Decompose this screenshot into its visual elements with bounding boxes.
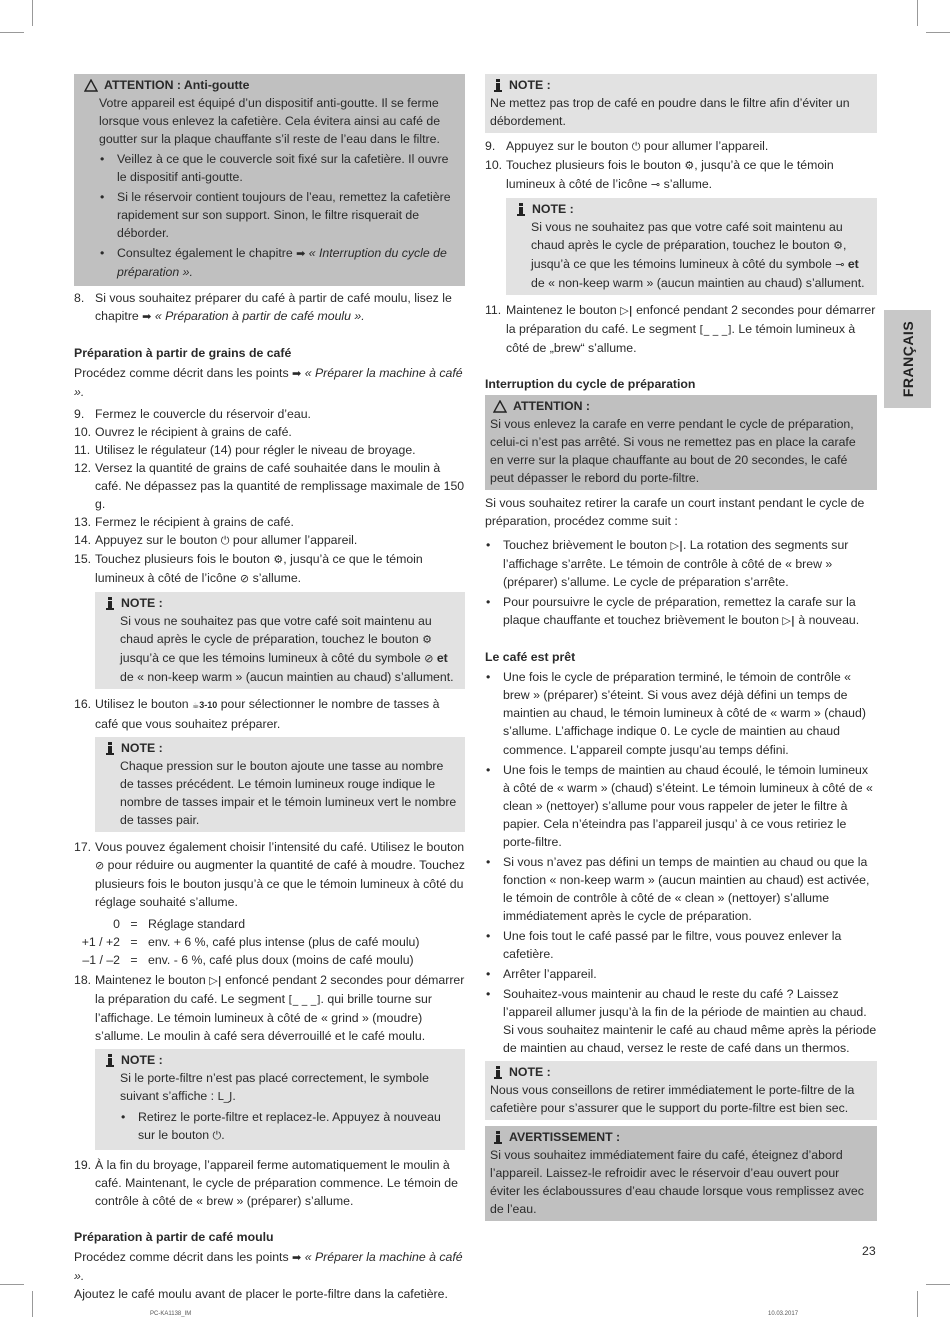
step-text: Appuyez sur le bouton [95, 533, 218, 547]
step-text: enfoncé pendant 2 secondes pour démarrer la préparation du café. Le segment [95, 973, 465, 1006]
ready-heading: Le café est prêt [485, 650, 576, 664]
interruption-bullet [503, 536, 877, 591]
ground-coffee-icon: ⊘ [239, 572, 250, 585]
step-text: Si vous souhaitez préparer du café à partir de café moulu, lisez le chapitre [95, 291, 452, 323]
info-icon [105, 597, 115, 610]
note-heading [493, 76, 870, 94]
step-text: Touchez plusieurs fois le bouton [95, 552, 270, 566]
chapter-link[interactable]: « Préparer la machine à café ». [74, 1250, 463, 1283]
step-number: 19. [74, 1158, 92, 1172]
step-number: 11. [74, 443, 91, 457]
crop-mark [917, 0, 918, 26]
intro-text: Procédez comme décrit dans les points [74, 366, 289, 380]
bullet-text: Retirez le porte-filtre et replacez-le. Appuyez à nouveau sur le bouton [138, 1110, 441, 1142]
ground-coffee-icon: ⊘ [424, 652, 434, 665]
step-text: s’allume. [663, 177, 713, 191]
segment-symbol: [_ _ _] [288, 993, 321, 1006]
step-9 [74, 405, 465, 423]
intensity-eq: = [130, 953, 138, 967]
attention-text: Votre appareil est équipé d’un dispositif anti-goutte. Il se ferme lorsque vous enlevez la cafetière. Cela évitera ainsi au café de goutter sur la plaque chauffante s’il reste de l’eau dans le filtre. [99, 96, 441, 146]
ground-heading: Préparation à partir de café moulu [74, 1230, 274, 1244]
arrow-right-icon: ➡ [142, 311, 152, 323]
note-title: NOTE : [121, 596, 163, 610]
power-icon: ⏻ [212, 1129, 222, 1142]
arrow-right-icon: ➡ [292, 1252, 302, 1264]
step-text: Fermez le couvercle du réservoir d’eau. [95, 407, 311, 421]
crop-mark [926, 32, 950, 33]
step-17 [74, 838, 465, 911]
crop-mark [926, 1284, 950, 1285]
note-text-part: de « non-keep warm » (aucun maintien au chaud) s’allument. [120, 670, 454, 684]
step-16 [74, 695, 465, 733]
step-text: Touchez plusieurs fois le bouton [506, 158, 681, 172]
chapter-link[interactable]: « Préparer la machine à café ». [74, 366, 463, 399]
step-15 [74, 550, 465, 588]
right-steps [485, 137, 877, 194]
start-stop-icon: ▷| [620, 304, 633, 317]
ground-text: Ajoutez le café moulu avant de placer le porte-filtre dans la cafetière. [74, 1287, 448, 1301]
note-box [95, 592, 465, 689]
note-text [531, 218, 870, 292]
attention-title: ATTENTION : [513, 399, 590, 413]
step-number: 11. [485, 303, 502, 317]
note-heading [105, 594, 458, 612]
note-title: NOTE : [509, 78, 551, 92]
intensity-key: –1 / –2 [82, 953, 120, 967]
info-icon [493, 79, 503, 92]
note-text [120, 612, 458, 686]
right-column [485, 74, 877, 1223]
note-box [506, 198, 877, 295]
left-column [74, 74, 465, 1303]
intensity-value: env. + 6 %, café plus intense (plus de café moulu) [148, 935, 420, 949]
info-icon [105, 1054, 115, 1067]
bullet-text: . La rotation des segments sur l’affichage s’arrête. Le témoin de contrôle à côté de « brew » (préparer) s’allume. Le cycle de préparation s’arrête. [503, 538, 849, 589]
beans-heading: Préparation à partir de grains de café [74, 346, 292, 360]
warning-box [485, 1126, 877, 1221]
step-text: Vous pouvez également choisir l’intensité du café. Utilisez le bouton [95, 840, 465, 854]
note-box [485, 74, 877, 133]
step-text: . qui brille tourne sur l’affichage. Le témoin lumineux à côté de « grind » (moudre) s’allume. Le moulin à café sera déverrouillé et le café moulu. [95, 992, 432, 1043]
note-text-part: jusqu’à ce que les témoins lumineux à côté du symbole [120, 651, 421, 665]
step-number: 18. [74, 973, 92, 987]
note-heading [493, 1063, 870, 1081]
ground-intro [74, 1248, 465, 1285]
step-text: . Le témoin lumineux à côté de „brew“ s’allume. [506, 322, 856, 355]
step-number: 9. [485, 139, 496, 153]
step-text: pour allumer l’appareil. [643, 139, 769, 153]
crop-mark [32, 1291, 33, 1317]
bullet-text: Pour poursuivre le cycle de préparation, remettez la carafe sur la plaque chauffante et touchez brièvement le bouton [503, 595, 856, 627]
step-number: 16. [74, 697, 92, 711]
step-text: pour allumer l’appareil. [232, 533, 358, 547]
bullet-text: Touchez brièvement le bouton [503, 538, 668, 552]
page-number: 23 [862, 1244, 876, 1258]
crop-mark [32, 0, 33, 26]
no-keep-warm-icon: ⊸ [835, 258, 845, 271]
intensity-value: env. - 6 %, café plus doux (moins de café moulu) [148, 953, 414, 967]
step-text: Maintenez le bouton [95, 973, 206, 987]
note-text-part: , jusqu’à ce que les témoins lumineux à côté du symbole [531, 238, 847, 271]
interruption-bullet [503, 593, 877, 630]
step-10 [74, 423, 465, 441]
intensity-row [74, 933, 465, 951]
step-number: 15. [74, 552, 92, 566]
ready-bullet: • Une fois tout le café passé par le filtre, vous pouvez enlever la cafetière. [503, 927, 877, 963]
step-12 [74, 459, 465, 513]
step-text: , jusqu’à ce que le témoin lumineux à côté de l’icône [95, 552, 423, 585]
step-text: Versez la quantité de grains de café souhaitée dans le moulin à café. Ne dépassez pas la quantité de remplissage maximale de 150 g. [95, 461, 465, 511]
attention-bullet [117, 244, 458, 281]
step-number: 8. [74, 291, 85, 305]
step-text: Maintenez le bouton [506, 303, 617, 317]
note-text-part: Si le porte-filtre n’est pas placé correctement, le symbole suivant s’affiche : [120, 1071, 429, 1103]
attention-heading [493, 397, 870, 415]
attention-title: ATTENTION : Anti-goutte [104, 78, 250, 92]
note-text-part: de « non-keep warm » (aucun maintien au chaud) s’allument. [531, 276, 865, 290]
intensity-value: Réglage standard [148, 917, 246, 931]
step-text: Utilisez le bouton [95, 697, 189, 711]
crop-mark [917, 1291, 918, 1317]
note-text-part: et [847, 257, 859, 271]
cups-symbol: 3-10 [199, 700, 218, 710]
step-19 [74, 1156, 465, 1210]
bullet-text: . Le cycle de maintien au chaud commence. L’appareil compte jusqu’au temps défini. [503, 724, 840, 757]
chapter-link[interactable]: « Interruption du cycle de préparation ». [117, 246, 447, 279]
power-icon: ⏻ [631, 140, 641, 153]
intensity-row [74, 915, 465, 933]
grind-icon: ⚙ [422, 633, 433, 646]
note-text-part: et [436, 651, 448, 665]
chapter-link[interactable]: « Préparation à partir de café moulu ». [154, 309, 365, 323]
ready-bullet: • Arrêter l’appareil. [503, 965, 877, 983]
step-11 [74, 441, 465, 459]
intensity-row [74, 951, 465, 969]
attention-box [485, 395, 877, 490]
attention-text: Si vous enlevez la carafe en verre pendant le cycle de préparation, celui-ci n’est pas arrêté. Si vous ne remettez pas en place la carafe en verre sur la plaque chauffante au bout de 20 secondes, le café peut dépasser le rebord du porte-filtre. [490, 417, 856, 485]
filter-symbol: L_J [217, 1090, 233, 1103]
note-bullet: • Retirez le porte-filtre et replacez-le. Appuyez à nouveau sur le bouton ⏻. [138, 1108, 458, 1145]
interruption-heading: Interruption du cycle de préparation [485, 377, 696, 391]
step-9 [485, 137, 877, 156]
note-text-part: Si vous ne souhaitez pas que votre café soit maintenu au chaud après le cycle de préparation, touchez le bouton [531, 220, 843, 252]
bullet-text: à nouveau. [798, 613, 860, 627]
info-icon [493, 1066, 503, 1079]
no-keep-warm-icon: ⊸ [650, 178, 661, 191]
step-text: , jusqu’à ce que le témoin lumineux à côté de l’icône [506, 158, 834, 191]
note-text-part: Si vous ne souhaitez pas que votre café soit maintenu au chaud après le cycle de préparation, touchez le bouton [120, 614, 432, 646]
note-heading [105, 739, 458, 757]
intensity-key: 0 [113, 917, 120, 931]
beans-steps [74, 405, 465, 588]
power-icon: ⏻ [220, 534, 230, 547]
start-stop-icon: ▷| [209, 974, 222, 987]
step-18 [74, 971, 465, 1045]
warning-triangle-icon [493, 400, 507, 413]
step-text: Fermez le récipient à grains de café. [95, 515, 294, 529]
language-tab [884, 310, 931, 408]
attention-heading [84, 76, 458, 94]
step-text: s’allume. [252, 571, 302, 585]
cup-icon: ☕ [192, 701, 200, 710]
intensity-key: +1 / +2 [81, 935, 120, 949]
language-label: FRANÇAIS [899, 320, 916, 398]
note-title: NOTE : [121, 1053, 163, 1067]
step-text: pour sélectionner le nombre de tasses à café que vous souhaitez préparer. [95, 697, 440, 731]
note-heading [105, 1051, 458, 1069]
crop-mark [0, 32, 24, 33]
step-13 [74, 513, 465, 531]
info-icon [493, 1131, 503, 1144]
note-title: NOTE : [121, 741, 163, 755]
step-text: Ouvrez le récipient à grains de café. [95, 425, 292, 439]
warning-title: AVERTISSEMENT : [509, 1130, 621, 1144]
note-text: Chaque pression sur le bouton ajoute une tasse au nombre de tasses précédent. Le témoin lumineux rouge indique le nombre de tasses impair et le témoin lumineux vert le nombre de tasses pair. [120, 759, 457, 827]
start-stop-icon: ▷| [670, 539, 683, 552]
attention-antidrip-box [74, 74, 465, 286]
ground-coffee-icon: ⊘ [95, 859, 105, 872]
note-text: Si le porte-filtre n’est pas placé correctement, le symbole suivant s’affiche : L_J. [120, 1069, 458, 1106]
step-number: 17. [74, 840, 92, 854]
grind-icon: ⚙ [273, 553, 284, 566]
step-number: 14. [74, 533, 92, 547]
bullet-text: Consultez également le chapitre [117, 246, 293, 260]
beans-intro [74, 364, 465, 401]
note-box [485, 1061, 877, 1120]
intro-text: Procédez comme décrit dans les points [74, 1250, 289, 1264]
step-text: Utilisez le régulateur (14) pour régler le niveau de broyage. [95, 443, 416, 457]
note-text: Nous vous conseillons de retirer immédiatement le porte-filtre de la cafetière pour s’assurer que le support du porte-filtre est bien sec. [490, 1083, 855, 1115]
crop-mark [0, 1284, 24, 1285]
note-title: NOTE : [509, 1065, 551, 1079]
info-icon [516, 203, 526, 216]
note-title: NOTE : [532, 202, 574, 216]
warning-heading [493, 1128, 870, 1146]
grind-icon: ⚙ [833, 239, 844, 252]
note-heading [516, 200, 870, 218]
interruption-intro: Si vous souhaitez retirer la carafe un court instant pendant le cycle de préparation, procédez comme suit : [485, 496, 865, 528]
intensity-eq: = [130, 917, 138, 931]
footer-doc-id: PC-KA1138_IM [150, 1311, 192, 1317]
warning-text: Si vous souhaitez immédiatement faire du café, éteignez d’abord l’appareil. Laissez-le refroidir avec le réservoir d’eau ouvert pour éviter les éclaboussures d’eau chaude lorsque vous remplissez avec de l’eau. [490, 1148, 864, 1216]
step-number: 9. [74, 407, 85, 421]
segment-symbol: [_ _ _] [699, 323, 732, 336]
step-text: pour réduire ou augmenter la quantité de café à moudre. Touchez plusieurs fois le bouton jusqu’à ce que le témoin lumineux à côté du réglage souhaité s’allume. [95, 858, 465, 909]
note-box [95, 737, 465, 832]
step-text: Appuyez sur le bouton [506, 139, 629, 153]
arrow-right-icon: ➡ [296, 248, 306, 260]
step-8 [74, 289, 465, 326]
step-text: enfoncé pendant 2 secondes pour démarrer la préparation du café. Le segment [506, 303, 876, 336]
intensity-eq: = [130, 935, 138, 949]
ready-bullet [503, 668, 877, 759]
step-number: 10. [74, 425, 92, 439]
arrow-right-icon: ➡ [292, 368, 302, 380]
attention-bullet: • Si le réservoir contient toujours de l’eau, remettez la cafetière rapidement sur son support. Sinon, le filtre risquerait de déborder. [117, 188, 458, 242]
interruption-list [485, 536, 877, 630]
step-14 [74, 531, 465, 550]
footer-date: 10.03.2017 [768, 1311, 799, 1317]
ready-list [485, 668, 877, 1057]
step-10 [485, 156, 877, 194]
warning-triangle-icon [84, 79, 98, 92]
step-11 [485, 301, 877, 357]
ready-bullet: • Si vous n’avez pas défini un temps de maintien au chaud ou que la fonction « non-keep warm » (aucun maintien au chaud) est activée, le témoin de contrôle à côté de « clean » (nettoyer) s’allume immédiatement après le cycle de préparation. [503, 853, 877, 925]
start-stop-icon: ▷| [782, 614, 795, 627]
note-text: Ne mettez pas trop de café en poudre dans le filtre afin d’éviter un débordement. [490, 96, 850, 128]
bullet-text: Une fois le cycle de préparation terminé, le témoin de contrôle « brew » (préparer) s’éteint. Si vous avez déjà défini un temps de maintien au chaud, le témoin lumineux à côté de « warm » (chaud) s’allume. L’affichage indique [503, 670, 866, 738]
ready-bullet: • Une fois le temps de maintien au chaud écoulé, le témoin lumineux à côté de « warm » (chaud) s’éteint. Le témoin lumineux à côté de « clean » (nettoyer) s’allume pour vous rappeler de jeter le filtre à papier. Cela n’éteindra pas l’appareil jusqu’ à ce vous retiriez le porte-filtre. [503, 761, 877, 851]
ready-bullet: • Souhaitez-vous maintenir au chaud le reste du café ? Laissez l’appareil allumer jusqu’à la fin de la période de maintien au chaud. Si vous souhaitez maintenir le café au chaud même après la période de maintien au chaud, versez le reste de café dans un thermos. [503, 985, 877, 1057]
step-number: 10. [485, 158, 503, 172]
step-text: À la fin du broyage, l’appareil ferme automatiquement le moulin à café. Maintenant, le cycle de préparation commence. Le témoin de contrôle à côté de « brew » (préparer) s’allume. [95, 1158, 458, 1208]
grind-icon: ⚙ [684, 159, 695, 172]
info-icon [105, 742, 115, 755]
intensity-table [74, 915, 465, 969]
step-number: 13. [74, 515, 92, 529]
warm-display-symbol: 0 [660, 725, 668, 738]
note-box [95, 1049, 465, 1150]
attention-bullet: • Veillez à ce que le couvercle soit fixé sur la cafetière. Il ouvre le dispositif anti-goutte. [117, 150, 458, 186]
step-number: 12. [74, 461, 92, 475]
